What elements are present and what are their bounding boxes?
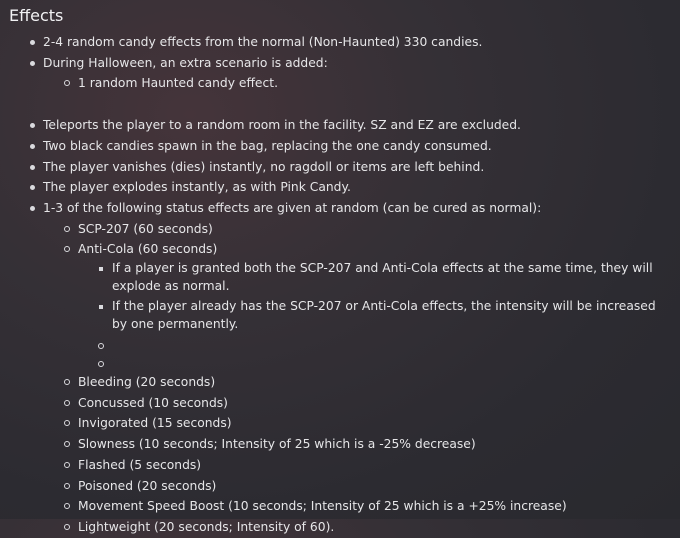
list-item: 2-4 random candy effects from the normal (Non-Haunted) 330 candies.: [9, 32, 680, 53]
list-item: Concussed (10 seconds): [9, 393, 680, 414]
list-item: Lightweight (20 seconds; Intensity of 60).: [9, 517, 680, 538]
list-item: Bleeding (20 seconds): [9, 372, 680, 393]
sub-list: [43, 73, 680, 94]
outcome-list: [9, 115, 680, 538]
list-item: Movement Speed Boost (10 seconds; Intensity of 25 which is a +25% increase): [9, 496, 680, 517]
list-item: 1 random Haunted candy effect.: [9, 73, 680, 94]
list-item: Invigorated (15 seconds): [9, 413, 680, 434]
list-item: If the player already has the SCP-207 or Anti-Cola effects, the intensity will be increased by one permanently.: [9, 298, 680, 333]
list-item: Teleports the player to a random room in the facility. SZ and EZ are excluded.: [9, 115, 680, 136]
spacer: [43, 336, 680, 354]
list-item: The player vanishes (dies) instantly, no ragdoll or items are left behind.: [9, 157, 680, 178]
section-heading: Effects: [9, 6, 64, 25]
status-effects-list: [43, 219, 680, 538]
list-item: SCP-207 (60 seconds): [9, 219, 680, 240]
list-item: Poisoned (20 seconds): [9, 476, 680, 497]
list-item: Flashed (5 seconds): [9, 455, 680, 476]
spacer: [43, 354, 680, 372]
anticola-notes: [78, 260, 680, 333]
list-item: Two black candies spawn in the bag, replacing the one candy consumed.: [9, 136, 680, 157]
list-item: If a player is granted both the SCP-207 and Anti-Cola effects at the same time, they will explode as normal.: [9, 260, 680, 295]
list-item: Anti-Cola (60 seconds) If a player is granted both the SCP-207 and Anti-Cola effects at the same time, they will explode as normal. If the player already has the SCP-207 or Anti-Cola effects, the intensity will be increased by one permanently.: [9, 239, 680, 333]
list-item: 1-3 of the following status effects are given at random (can be cured as normal): SCP-207 (60 seconds) Anti-Cola (60 seconds) If a player is granted both the SCP-207 and Anti-Cola effects at the same time, they will explode as normal. If the player already has the SCP-207 or Anti-Cola effects, the intensity will be increased by one permanently. Bleeding (20 seconds) Concussed (10 seconds) Invigorated (15 seconds) Slowness (10 seconds; Intensity of 25 which is a -25% decrease) Flashed (5 seconds) Poisoned (20 seconds) Movement Speed Boost (10 seconds; Intensity of 25 which is a +25% increase) Lightweight (20 seconds; Intensity of 60).: [9, 198, 680, 538]
list-item: Slowness (10 seconds; Intensity of 25 which is a -25% decrease): [9, 434, 680, 455]
list-item: During Halloween, an extra scenario is added: 1 random Haunted candy effect.: [9, 53, 680, 94]
candy-effects-list: [9, 32, 680, 94]
list-item: The player explodes instantly, as with Pink Candy.: [9, 177, 680, 198]
